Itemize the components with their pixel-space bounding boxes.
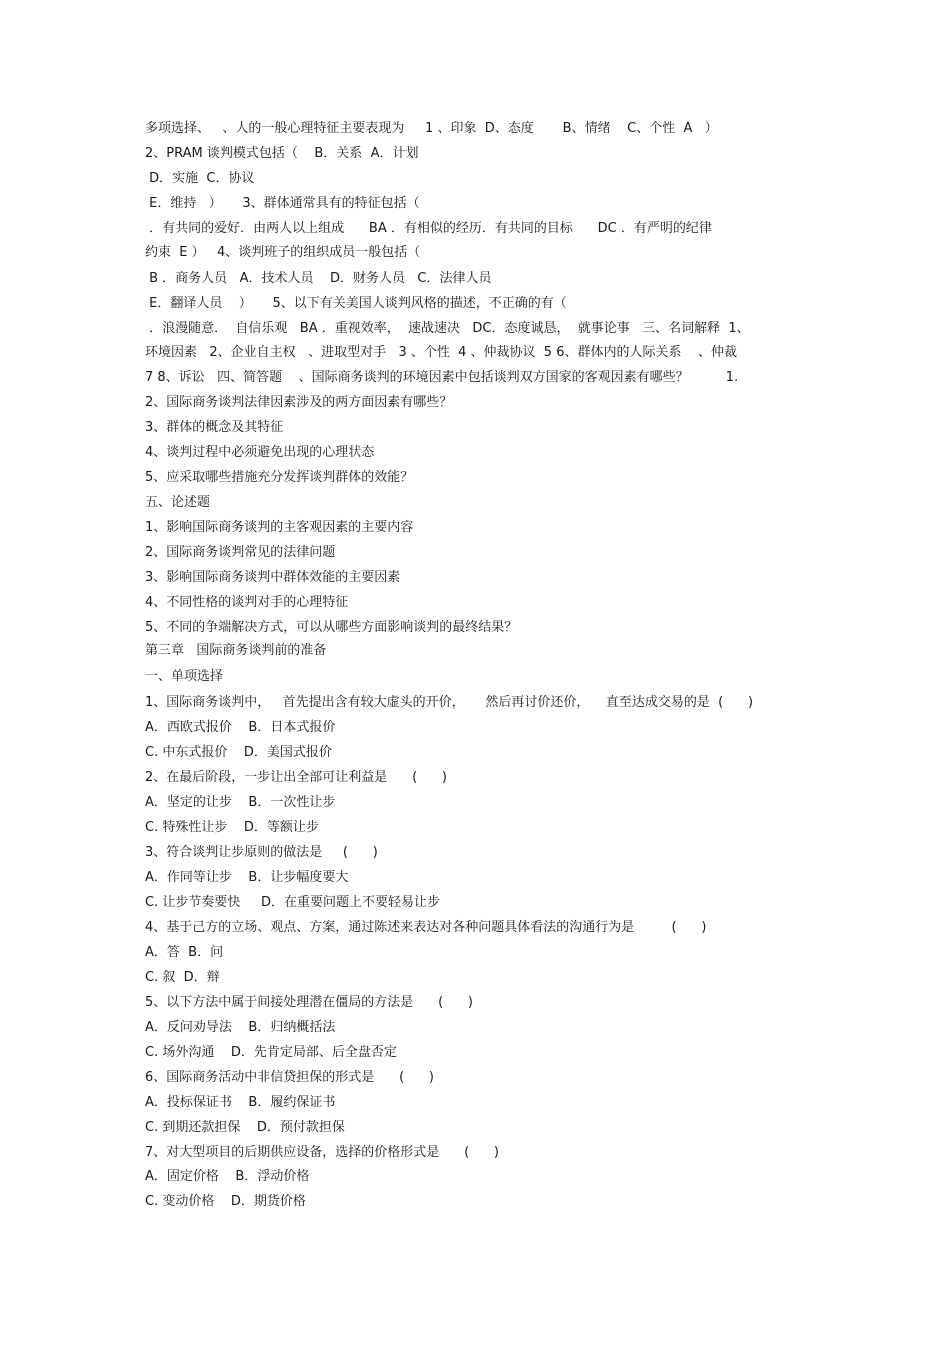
question-line: 6、国际商务活动中非信贷担保的形式是 ( ) [145, 1070, 435, 1085]
option-line: C. 叙 D．辩 [145, 970, 220, 985]
question-line: 5、以下方法中属于间接处理潜在僵局的方法是 ( ) [145, 995, 474, 1010]
text-line: 5、应采取哪些措施充分发挥谈判群体的效能？ [145, 470, 414, 485]
text-line: 4、不同性格的谈判对手的心理特征 [145, 595, 349, 610]
option-line: A．答 B．问 [145, 945, 224, 960]
text-line: E．翻译人员 ） 5、以下有关美国人谈判风格的描述，不正确的有（ [145, 296, 567, 311]
text-line: 多项选择、 、人的一般心理特征主要表现为 1 、印象 D、态度 B、情绪 C、个性 A ） [145, 121, 718, 136]
chapter-heading: 第三章 国际商务谈判前的准备 [145, 643, 327, 658]
question-line: 3、符合谈判让步原则的做法是 ( ) [145, 845, 378, 860]
text-line: 4、谈判过程中必须避免出现的心理状态 [145, 445, 375, 460]
option-line: A．坚定的让步 B．一次性让步 [145, 795, 336, 810]
text-line: 7 8、诉讼 四、简答题 、国际商务谈判的环境因素中包括谈判双方国家的客观因素有哪些？ 1. [145, 370, 739, 385]
question-line: 4、基于己方的立场、观点、方案，通过陈述来表达对各种问题具体看法的沟通行为是 ( ) [145, 920, 707, 935]
text-line: 2、国际商务谈判法律因素涉及的两方面因素有哪些？ [145, 395, 453, 410]
text-line: D．实施 C．协议 [145, 171, 255, 186]
text-line: 约束 E ） 4、谈判班子的组织成员一般包括（ [145, 245, 421, 260]
option-line: C. 特殊性让步 D．等额让步 [145, 820, 319, 835]
option-line: C. 到期还款担保 D．预付款担保 [145, 1120, 345, 1135]
text-line: 2、国际商务谈判常见的法律问题 [145, 545, 336, 560]
question-line: 1、国际商务谈判中， 首先提出含有较大虚头的开价， 然后再讨价还价， 直至达成交易的是 ( ) [145, 695, 754, 710]
text-line: E．维持 ） 3、群体通常具有的特征包括（ [145, 196, 420, 211]
option-line: C. 中东式报价 D．美国式报价 [145, 745, 332, 760]
section-heading: 一、单项选择 [145, 669, 224, 684]
text-line: B ．商务人员 A．技术人员 D．财务人员 C．法律人员 [145, 271, 492, 286]
question-line: 2、在最后阶段，一步让出全部可让利益是 ( ) [145, 770, 448, 785]
text-line: 3、群体的概念及其特征 [145, 420, 284, 435]
text-line: ．浪漫随意． 自信乐观 BA ．重视效率， 速战速决 DC．态度诚恳， 就事论事 三、名词解释 1、 [145, 321, 750, 336]
option-line: A．反问劝导法 B．归纳概括法 [145, 1020, 336, 1035]
question-line: 7、对大型项目的后期供应设备，选择的价格形式是 ( ) [145, 1145, 500, 1160]
text-line: ．有共同的爱好．由两人以上组成 BA ．有相似的经历．有共同的目标 DC ．有严明的纪律 [145, 221, 712, 236]
option-line: A．投标保证书 B．履约保证书 [145, 1095, 336, 1110]
text-line: 2、PRAM 谈判模式包括（ B．关系 A．计划 [145, 146, 419, 161]
text-line: 5、不同的争端解决方式，可以从哪些方面影响谈判的最终结果？ [145, 620, 518, 635]
option-line: A．固定价格 B．浮动价格 [145, 1169, 310, 1184]
section-heading: 五、论述题 [145, 495, 211, 510]
text-line: 3、影响国际商务谈判中群体效能的主要因素 [145, 570, 401, 585]
option-line: C. 场外沟通 D．先肯定局部、后全盘否定 [145, 1045, 397, 1060]
text-line: 环境因素 2、企业自主权 、进取型对手 3 、个性 4 、仲裁协议 5 6、群体内的人际关系 、仲裁 [145, 345, 738, 360]
option-line: A．西欧式报价 B．日本式报价 [145, 720, 336, 735]
option-line: C. 让步节奏要快 D．在重要问题上不要轻易让步 [145, 895, 441, 910]
text-line: 1、影响国际商务谈判的主客观因素的主要内容 [145, 520, 414, 535]
option-line: C. 变动价格 D．期货价格 [145, 1194, 306, 1209]
option-line: A．作同等让步 B．让步幅度要大 [145, 870, 349, 885]
